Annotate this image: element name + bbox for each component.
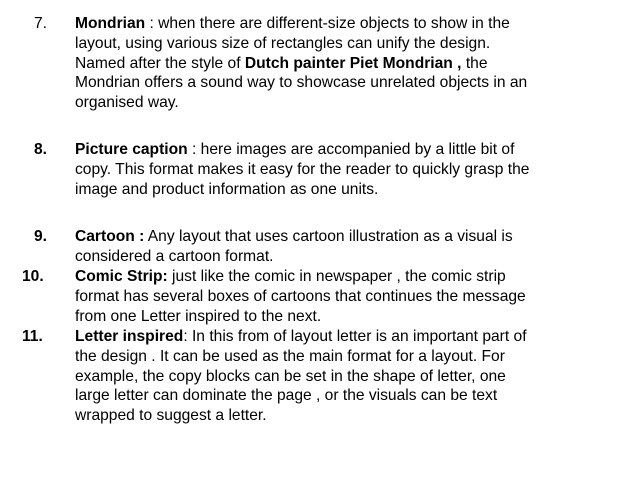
item-number: 10. bbox=[22, 268, 44, 285]
text-line bbox=[75, 307, 620, 327]
text-run: format has several boxes of cartoons that continues the message bbox=[75, 287, 526, 305]
bold-term: Mondrian bbox=[75, 15, 146, 32]
text-run: just like the comic in newspaper , the comic strip bbox=[167, 268, 506, 285]
text-line bbox=[75, 54, 620, 74]
text-line bbox=[75, 227, 620, 247]
text-line bbox=[75, 34, 620, 54]
text-run: from one Letter inspired to the next. bbox=[75, 307, 322, 325]
text-line bbox=[75, 347, 620, 367]
text-run: : In this from of layout letter is an important part of bbox=[183, 328, 527, 345]
item-number: 7. bbox=[34, 15, 48, 32]
text-line bbox=[75, 140, 620, 160]
text-line bbox=[75, 267, 620, 287]
text-line bbox=[75, 406, 620, 426]
text-run: considered a cartoon format. bbox=[75, 247, 274, 265]
item-body bbox=[75, 227, 620, 267]
text-run: : when there are different-size objects to show in the bbox=[145, 15, 510, 32]
text-run: image and product information as one units. bbox=[75, 180, 379, 198]
text-run: wrapped to suggest a letter. bbox=[75, 407, 267, 425]
item-body bbox=[75, 140, 620, 199]
text-run: example, the copy blocks can be set in the shape of letter, one bbox=[75, 367, 506, 385]
text-line bbox=[75, 14, 620, 34]
bold-term: Cartoon : bbox=[75, 228, 145, 245]
text-run: : here images are accompanied by a little bit of bbox=[187, 141, 515, 158]
item-number: 11. bbox=[22, 328, 43, 345]
item-body bbox=[75, 267, 620, 326]
text-run: layout, using various size of rectangles can unify the design. bbox=[75, 34, 491, 52]
text-line bbox=[75, 386, 620, 406]
text-line bbox=[75, 73, 620, 93]
text-line bbox=[75, 367, 620, 387]
text-run: the design . It can be used as the main format for a layout. For bbox=[75, 347, 505, 365]
item-body bbox=[75, 14, 620, 113]
bold-term: Letter inspired bbox=[75, 328, 184, 345]
text-run: large letter can dominate the page , or the visuals can be text bbox=[75, 387, 498, 405]
bold-term: Dutch painter Piet Mondrian , bbox=[244, 54, 462, 72]
text-line bbox=[75, 327, 620, 347]
text-line bbox=[75, 287, 620, 307]
text-line bbox=[75, 160, 620, 180]
text-run: organised way. bbox=[75, 94, 179, 112]
item-body bbox=[75, 327, 620, 426]
item-number: 9. bbox=[34, 228, 48, 245]
text-line bbox=[75, 93, 620, 113]
text-run: Mondrian offers a sound way to showcase unrelated objects in an bbox=[75, 74, 528, 92]
text-run: Any layout that uses cartoon illustration as a visual is bbox=[144, 228, 513, 245]
bold-term: Picture caption bbox=[75, 141, 188, 158]
text-run: Named after the style of bbox=[75, 54, 245, 72]
item-number: 8. bbox=[34, 141, 48, 158]
bold-term: Comic Strip: bbox=[75, 268, 168, 285]
text-run: the bbox=[461, 54, 488, 72]
text-line bbox=[75, 180, 620, 200]
text-run: copy. This format makes it easy for the reader to quickly grasp the bbox=[75, 160, 530, 178]
text-line bbox=[75, 247, 620, 267]
